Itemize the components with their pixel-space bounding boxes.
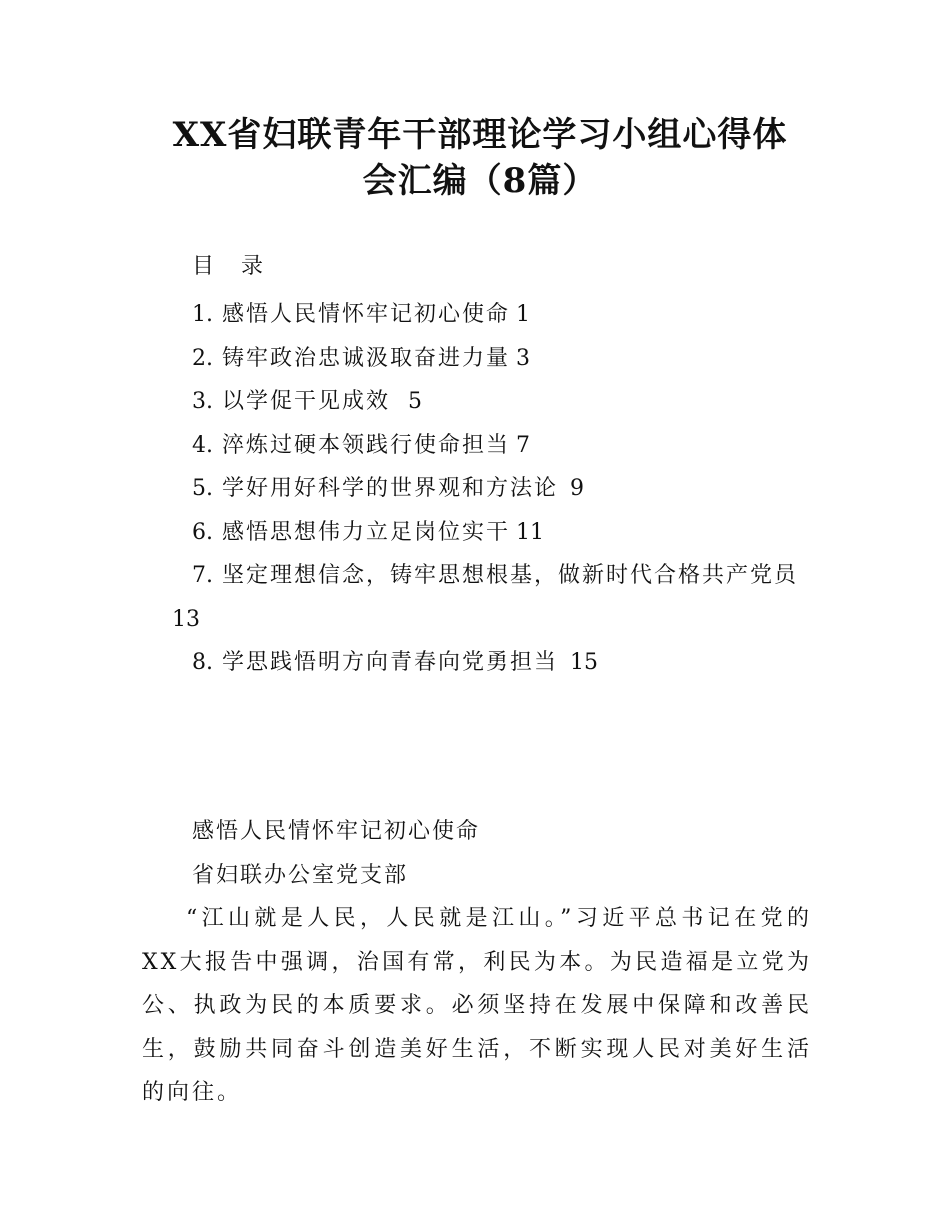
toc-item-number: 7. [192,563,213,588]
article-author: 省妇联办公室党支部 [192,862,409,888]
article-paragraph: “江山就是人民，人民就是江山。”习近平总书记在党的XX大报告中强调，治国有常，利民为本。为民造福是立党为公、执政为民的本质要求。必须坚持在发展中保障和改善民生，鼓励共同奋斗创造美好生活，不断实现人民对美好生活的向往。 [142,906,812,1105]
toc-item-page: 7 [516,432,531,458]
toc-item-1 [142,293,812,337]
toc-item-3 [142,380,812,424]
toc-item-text: 淬炼过硬本领践行使命担当 [222,432,511,458]
toc-heading: 目 录 [192,254,273,279]
toc-item-page: 1 [516,302,531,327]
toc-item-5 [142,467,812,511]
toc-item-text: 以学促干见成效 [222,389,391,414]
table-of-contents [142,293,812,685]
toc-item-8 [142,641,812,685]
toc-item-2 [142,337,812,381]
toc-item-page: 9 [570,476,585,501]
toc-item-text: 坚定理想信念，铸牢思想根基，做新时代合格共产党员 [222,563,799,588]
toc-item-number: 6. [192,519,213,545]
article-title: 感悟人民情怀牢记初心使命 [192,819,481,844]
article-section [142,810,812,1115]
toc-item-text: 铸牢政治忠诚汲取奋进力量 [222,345,511,371]
toc-item-6 [142,511,812,555]
toc-item-text: 学思践悟明方向青春向党勇担当 [222,650,559,675]
toc-item-text: 感悟人民情怀牢记初心使命 [222,302,511,327]
toc-item-page: 3 [516,345,531,371]
document-title [140,112,820,204]
toc-item-7 [142,554,812,641]
toc-item-page: 5 [408,389,423,414]
toc-item-page: 15 [570,650,599,675]
toc-item-text: 感悟思想伟力立足岗位实干 [222,519,511,545]
toc-item-text: 学好用好科学的世界观和方法论 [222,476,559,501]
toc-item-4 [142,424,812,468]
toc-item-page: 13 [172,606,200,632]
document-title-line-2: 会汇编（8篇） [362,161,598,201]
toc-item-page: 11 [516,519,545,545]
document-title-line-1: XX省妇联青年干部理论学习小组心得体 [172,115,788,155]
toc-item-number: 1. [192,302,213,327]
toc-item-number: 2. [192,345,213,371]
toc-item-number: 8. [192,650,213,675]
toc-item-number: 4. [192,432,213,458]
toc-item-number: 3. [192,389,213,414]
toc-item-number: 5. [192,476,213,501]
